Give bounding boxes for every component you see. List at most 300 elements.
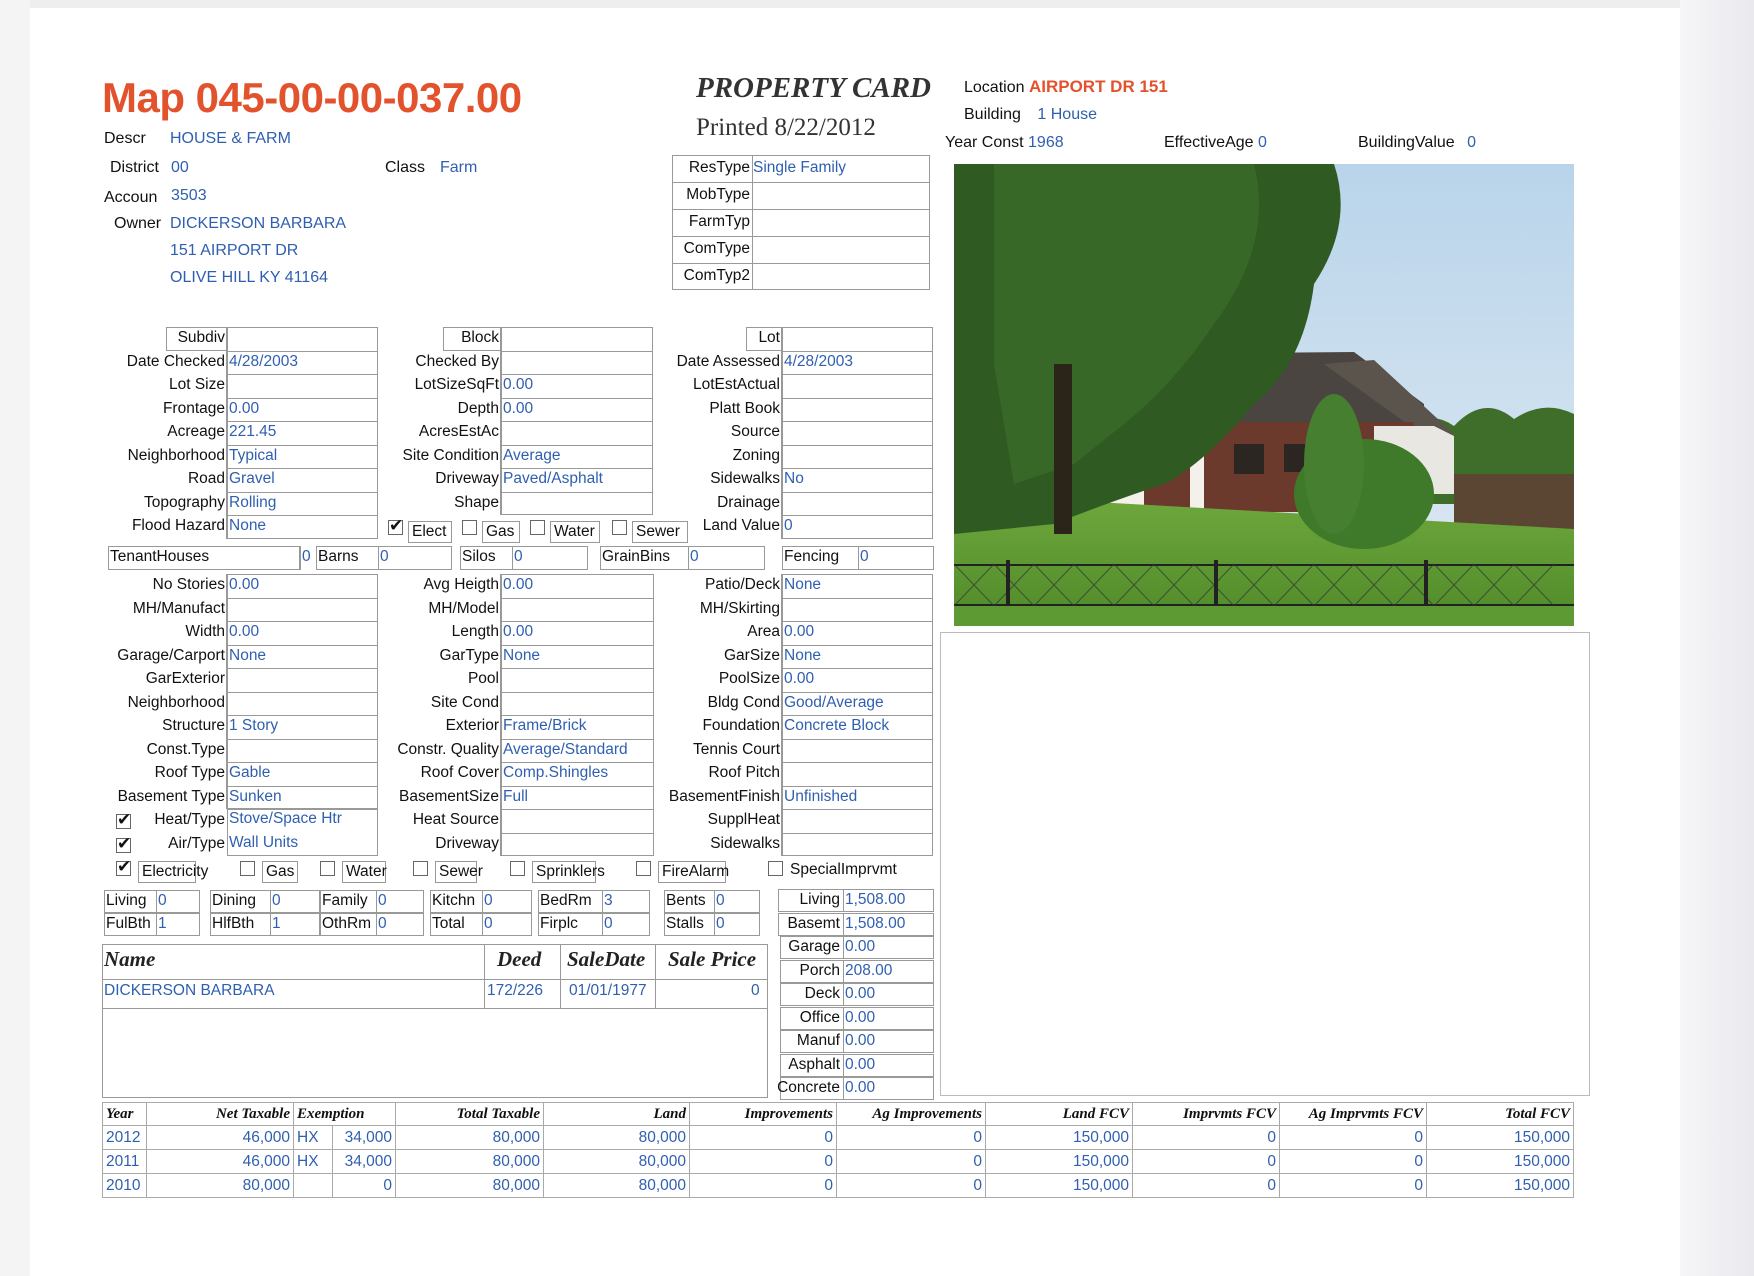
tax-cell-totalfcv: 150,000 <box>1427 1126 1574 1150</box>
room-divider <box>482 890 483 913</box>
owner-address-1: 151 AIRPORT DR <box>170 242 299 259</box>
bldg3-label-area: Area <box>747 623 780 640</box>
land3-label-rule <box>781 374 782 398</box>
scan-top-edge <box>0 0 1754 8</box>
room-divider <box>602 913 603 936</box>
bldg1-label-rule <box>226 786 227 810</box>
bldg1-label-neighborhood: Neighborhood <box>127 693 225 711</box>
tax-cell-year: 2012 <box>103 1126 147 1150</box>
bldg1-label-rule <box>226 739 227 763</box>
accoun-label: Accoun <box>104 189 158 206</box>
room-divider <box>482 913 483 936</box>
farm-divider <box>858 546 859 570</box>
land1-label-flood-hazard: Flood Hazard <box>131 517 225 534</box>
land2-label-lotsizesqft: LotSizeSqFt <box>414 376 499 393</box>
district-value: 00 <box>171 159 189 176</box>
area-value-basemt: 1,508.00 <box>845 914 906 932</box>
tax-col-year: Year <box>103 1103 147 1126</box>
tax-cell-exempt: 0 <box>333 1174 396 1198</box>
bldg3-label-mh-skirting: MH/Skirting <box>699 599 780 617</box>
district-label: District <box>110 159 159 176</box>
land1-label-lot-size: Lot Size <box>168 376 225 393</box>
land3-rule <box>782 445 933 446</box>
land3-label-sidewalks: Sidewalks <box>710 470 780 487</box>
scan-left-edge <box>0 0 30 1276</box>
bldg1-value-basement-type: Sunken <box>229 787 282 805</box>
building-row <box>964 106 1097 124</box>
land1-label-rule <box>226 398 227 422</box>
land1-label-rule <box>226 468 227 492</box>
building-value-amount: 0 <box>1467 134 1477 151</box>
room-label-kitchn: Kitchn <box>432 892 476 909</box>
land3-label-rule <box>781 445 782 469</box>
bldg3-label-rule <box>781 692 782 716</box>
util1-label-gas: Gas <box>482 521 520 543</box>
room-label-firplc: Firplc <box>540 915 578 932</box>
bldg1-checkbox-heat-type[interactable] <box>116 814 131 829</box>
area-value-manuf: 0.00 <box>845 1032 876 1049</box>
area-value-living: 1,508.00 <box>845 891 906 908</box>
land2-value-lotsizesqft: 0.00 <box>503 376 534 393</box>
util2-label-sprinklers: Sprinklers <box>532 861 596 883</box>
tax-col-ag-improvements: Ag Improvements <box>837 1103 986 1126</box>
bldg1-value-heat-type: Stove/Space Htr <box>229 810 342 827</box>
tax-row <box>103 1174 1574 1198</box>
bldg1-label-rule <box>226 645 227 669</box>
room-value-fulbth: 1 <box>158 915 167 932</box>
farm-divider <box>300 546 301 570</box>
sales-row-rule <box>102 1008 768 1009</box>
bldg1-value-garage-carport: None <box>229 646 267 664</box>
util2-label-water: Water <box>342 861 386 883</box>
bldg1-label-rule <box>226 574 227 598</box>
bldg2-label-mh-model: MH/Model <box>428 599 499 617</box>
bldg1-value-no-stories: 0.00 <box>229 576 260 593</box>
farm-divider <box>378 546 379 570</box>
land2-label-rule <box>500 421 501 445</box>
printed-date: Printed 8/22/2012 <box>696 114 876 141</box>
room-label-fulbth: FulBth <box>106 915 151 932</box>
farm-divider <box>688 546 689 570</box>
bldg3-label-garsize: GarSize <box>724 646 780 664</box>
bldg2-label-rule <box>500 668 501 692</box>
util2-label-electricity: Electricity <box>138 861 196 883</box>
class-value: Farm <box>440 159 478 176</box>
land1-value-date-checked: 4/28/2003 <box>229 352 298 370</box>
bldg3-label-rule <box>781 574 782 598</box>
bldg2-rule <box>501 692 654 693</box>
tax-col-exemption: Exemption <box>294 1103 396 1126</box>
tax-cell-landfcv: 150,000 <box>986 1126 1133 1150</box>
land1-label-acreage: Acreage <box>167 423 225 440</box>
bldg2-label-rule <box>500 574 501 598</box>
bldg3-value-garsize: None <box>784 646 822 664</box>
land1-rule <box>227 374 378 375</box>
bldg2-label-rule <box>500 809 501 833</box>
land3-label-rule <box>781 351 782 375</box>
bldg3-label-rule <box>781 833 782 857</box>
bldg2-label-avg-heigth: Avg Heigth <box>423 576 499 593</box>
land2-label-rule <box>500 351 501 375</box>
land2-label-rule <box>500 374 501 398</box>
area-label-manuf: Manuf <box>796 1032 840 1049</box>
bldg2-label-rule <box>500 715 501 739</box>
land3-rule <box>782 398 933 399</box>
util2-label-sewer: Sewer <box>435 861 477 883</box>
area-divider <box>843 983 844 1006</box>
tax-cell-agfcv: 0 <box>1280 1126 1427 1150</box>
map-number-title: Map 045-00-00-037.00 <box>102 74 522 121</box>
land2-value-depth: 0.00 <box>503 399 534 417</box>
land3-label-date-assessed: Date Assessed <box>676 352 780 370</box>
bldg3-value-patio-deck: None <box>784 576 822 593</box>
tax-cell-imprfcv: 0 <box>1133 1174 1280 1198</box>
area-label-asphalt: Asphalt <box>788 1055 840 1073</box>
area-divider <box>843 1054 844 1077</box>
farm-value-fencing: 0 <box>860 548 869 565</box>
bldg2-value-roof-cover: Comp.Shingles <box>503 764 609 781</box>
bldg2-rule <box>501 598 654 599</box>
land1-label-subdiv: Subdiv <box>177 329 225 346</box>
bldg2-label-gartype: GarType <box>439 646 499 664</box>
util2-checkbox-gas[interactable] <box>240 861 255 876</box>
room-label-bents: Bents <box>666 892 706 909</box>
land1-value-neighborhood: Typical <box>229 446 278 464</box>
bldg1-label-structure: Structure <box>162 717 225 734</box>
tax-cell-land: 80,000 <box>544 1150 690 1174</box>
land2-label-rule <box>500 468 501 492</box>
bldg3-label-basementfinish: BasementFinish <box>668 787 780 805</box>
bldg2-value-gartype: None <box>503 646 541 664</box>
tax-col-improvements: Improvements <box>690 1103 837 1126</box>
bldg2-label-pool: Pool <box>467 670 499 687</box>
land2-label-rule <box>500 492 501 516</box>
tax-row <box>103 1150 1574 1174</box>
room-value-bents: 0 <box>716 892 725 909</box>
bldg3-value-poolsize: 0.00 <box>784 670 815 687</box>
effective-age-value: 0 <box>1258 134 1267 151</box>
bldg2-value-length: 0.00 <box>503 623 534 640</box>
restype-value-restype: Single Family <box>753 159 847 176</box>
tax-cell-total: 80,000 <box>396 1150 544 1174</box>
area-value-deck: 0.00 <box>845 985 876 1002</box>
bldg3-label-poolsize: PoolSize <box>718 670 780 687</box>
room-value-family: 0 <box>378 892 387 909</box>
util1-checkbox-water[interactable] <box>530 520 545 535</box>
room-label-living: Living <box>106 892 147 909</box>
land2-label-rule <box>500 398 501 422</box>
bldg1-checked-box <box>227 809 378 856</box>
land1-label-frontage: Frontage <box>162 399 225 417</box>
land2-label-block: Block <box>461 329 499 346</box>
util1-checkbox-gas[interactable] <box>462 520 477 535</box>
tax-cell-agimpr: 0 <box>837 1126 986 1150</box>
bldg1-label-roof-type: Roof Type <box>154 764 225 781</box>
area-label-office: Office <box>799 1008 840 1026</box>
bldg2-label-basementsize: BasementSize <box>399 787 499 805</box>
accoun-value: 3503 <box>171 187 207 204</box>
tax-cell-total: 80,000 <box>396 1126 544 1150</box>
land2-rule <box>501 421 653 422</box>
room-divider <box>270 913 271 936</box>
util2-checkbox-sprinklers[interactable] <box>510 861 525 876</box>
bldg2-rule <box>501 668 654 669</box>
land3-label-rule <box>781 327 782 351</box>
bldg1-label-basement-type: Basement Type <box>117 787 225 805</box>
sales-deed-header: Deed <box>497 947 542 971</box>
room-value-othrm: 0 <box>378 915 387 932</box>
land3-value-land-value: 0 <box>784 517 793 534</box>
tax-cell-agfcv: 0 <box>1280 1174 1427 1198</box>
room-value-hlfbth: 1 <box>272 915 281 932</box>
sales-divider-3 <box>655 944 656 1008</box>
land3-label-lot: Lot <box>758 329 780 346</box>
bldg2-label-rule <box>500 739 501 763</box>
bldg1-rule <box>227 739 378 740</box>
year-const-label: Year Const <box>945 134 1024 151</box>
area-label-porch: Porch <box>799 961 840 979</box>
area-divider <box>843 913 844 936</box>
area-label-concrete: Concrete <box>777 1079 840 1096</box>
tax-cell-year: 2010 <box>103 1174 147 1198</box>
land2-label-checked-by: Checked By <box>415 352 499 370</box>
bldg2-label-rule <box>500 786 501 810</box>
bldg2-value-constr-quality: Average/Standard <box>503 740 628 758</box>
restype-label-mobtype: MobType <box>686 186 750 203</box>
area-label-garage: Garage <box>788 938 840 955</box>
bldg3-label-rule <box>781 739 782 763</box>
land3-label-rule <box>781 492 782 516</box>
bldg1-rule <box>227 692 378 693</box>
land1-label-rule <box>226 421 227 445</box>
bldg3-rule <box>782 598 933 599</box>
room-divider <box>156 913 157 936</box>
land1-label-rule <box>226 492 227 516</box>
restype-rule <box>672 263 930 264</box>
land3-label-rule <box>781 515 782 539</box>
bldg2-label-rule <box>500 762 501 786</box>
land1-label-rule <box>226 351 227 375</box>
tax-cell-imprfcv: 0 <box>1133 1150 1280 1174</box>
util2-checkbox-firealarm[interactable] <box>636 861 651 876</box>
room-divider <box>602 890 603 913</box>
room-value-kitchn: 0 <box>484 892 493 909</box>
bldg3-value-foundation: Concrete Block <box>784 717 890 734</box>
bldg3-label-rule <box>781 645 782 669</box>
land2-rule <box>501 351 653 352</box>
building-label: Building <box>964 106 1021 123</box>
bldg3-label-rule <box>781 786 782 810</box>
land3-rule <box>782 374 933 375</box>
land1-value-acreage: 221.45 <box>229 423 277 440</box>
sketch-area <box>940 632 1590 1096</box>
util2-checkbox-sewer[interactable] <box>413 861 428 876</box>
bldg3-label-roof-pitch: Roof Pitch <box>708 764 780 781</box>
land1-label-date-checked: Date Checked <box>126 352 225 370</box>
room-value-bedrm: 3 <box>604 892 613 909</box>
land1-value-road: Gravel <box>229 470 275 487</box>
bldg1-label-mh-manufact: MH/Manufact <box>132 599 225 617</box>
farm-value-grainbins: 0 <box>690 548 699 565</box>
area-divider <box>843 1007 844 1030</box>
util1-label-elect: Elect <box>408 521 452 543</box>
bldg1-label-garexterior: GarExterior <box>145 670 225 687</box>
tax-cell-impr: 0 <box>690 1174 837 1198</box>
tax-cell-totalfcv: 150,000 <box>1427 1150 1574 1174</box>
util1-checkbox-elect[interactable] <box>388 520 403 535</box>
area-value-porch: 208.00 <box>845 961 893 979</box>
restype-label-comtyp2: ComTyp2 <box>683 267 750 284</box>
tax-cell-impr: 0 <box>690 1150 837 1174</box>
bldg2-label-driveway: Driveway <box>435 834 499 852</box>
land3-label-drainage: Drainage <box>717 493 780 511</box>
farm-label-barns: Barns <box>318 548 359 565</box>
room-value-total: 0 <box>484 915 493 932</box>
bldg3-label-rule <box>781 809 782 833</box>
sales-row-price: 0 <box>751 982 760 999</box>
bldg3-label-bldg-cond: Bldg Cond <box>707 693 780 711</box>
owner-name: DICKERSON BARBARA <box>170 215 347 232</box>
tax-col-ag-imprvmts-fcv: Ag Imprvmts FCV <box>1280 1103 1427 1126</box>
restype-label-farmtyp: FarmTyp <box>688 213 750 230</box>
restype-rule <box>672 236 930 237</box>
house-photo-image <box>954 164 1574 626</box>
bldg1-checkbox-air-type[interactable] <box>116 838 131 853</box>
tax-cell-agimpr: 0 <box>837 1150 986 1174</box>
tax-cell-net: 46,000 <box>147 1150 294 1174</box>
land2-value-driveway: Paved/Asphalt <box>503 470 603 487</box>
tax-cell-exempt: 34,000 <box>333 1150 396 1174</box>
bldg2-value-exterior: Frame/Brick <box>503 717 587 734</box>
util2-checkbox-water[interactable] <box>320 861 335 876</box>
room-divider <box>270 890 271 913</box>
building-value-row <box>1358 134 1476 152</box>
land2-label-shape: Shape <box>454 493 499 511</box>
bldg2-label-constr-quality: Constr. Quality <box>397 740 499 758</box>
bldg3-label-rule <box>781 621 782 645</box>
bldg1-label-heat-type: Heat/Type <box>154 811 225 828</box>
location-value: AIRPORT DR 151 <box>1028 77 1168 96</box>
land2-value-site-condition: Average <box>503 446 561 464</box>
bldg3-label-foundation: Foundation <box>702 717 780 734</box>
area-divider <box>843 1077 844 1100</box>
bldg1-value-roof-type: Gable <box>229 764 271 781</box>
util2-label-firealarm: FireAlarm <box>658 861 726 883</box>
farm-value-silos: 0 <box>514 548 523 565</box>
util2-checkbox-electricity[interactable] <box>116 861 131 876</box>
location-label: Location <box>964 79 1025 96</box>
farm-value-barns: 0 <box>380 548 389 565</box>
util1-label-sewer: Sewer <box>632 521 688 543</box>
farm-label-tenanthouses: TenantHouses <box>110 548 210 565</box>
area-label-basemt: Basemt <box>787 914 840 932</box>
farm-label-grainbins: GrainBins <box>602 548 671 565</box>
area-divider <box>843 1030 844 1053</box>
area-label-deck: Deck <box>804 985 840 1002</box>
land1-label-neighborhood: Neighborhood <box>127 446 225 464</box>
land3-rule <box>782 492 933 493</box>
tax-col-total-fcv: Total FCV <box>1427 1103 1574 1126</box>
bldg2-label-rule <box>500 621 501 645</box>
house-photo <box>954 164 1574 626</box>
descr-label: Descr <box>104 130 146 147</box>
bldg1-value-width: 0.00 <box>229 623 260 640</box>
bldg3-value-basementfinish: Unfinished <box>784 787 858 805</box>
land3-label-lotestactual: LotEstActual <box>692 376 780 393</box>
room-label-stalls: Stalls <box>666 915 704 932</box>
tax-cell-imprfcv: 0 <box>1133 1126 1280 1150</box>
land2-label-driveway: Driveway <box>435 470 499 487</box>
tax-col-net-taxable: Net Taxable <box>147 1103 294 1126</box>
scan-right-edge <box>1680 0 1754 1276</box>
property-card-title: PROPERTY CARD <box>696 72 931 104</box>
bldg1-label-rule <box>226 598 227 622</box>
bldg3-value-area: 0.00 <box>784 623 815 640</box>
area-label-living: Living <box>799 891 840 908</box>
sales-divider-1 <box>484 944 485 1008</box>
bldg1-value-structure: 1 Story <box>229 717 279 734</box>
bldg2-label-rule <box>500 598 501 622</box>
sales-row-date: 01/01/1977 <box>569 982 647 999</box>
land2-label-rule <box>500 445 501 469</box>
bldg2-label-rule <box>500 645 501 669</box>
land2-rule <box>501 492 653 493</box>
util2-checkbox-specialimprvmt[interactable] <box>768 861 783 876</box>
restype-rule <box>672 209 930 210</box>
area-value-garage: 0.00 <box>845 938 876 955</box>
bldg3-label-sidewalks: Sidewalks <box>710 834 780 852</box>
land1-label-rule <box>226 445 227 469</box>
tax-cell-landfcv: 150,000 <box>986 1150 1133 1174</box>
tax-cell-total: 80,000 <box>396 1174 544 1198</box>
land1-value-topography: Rolling <box>229 493 277 511</box>
land3-label-land-value: Land Value <box>702 517 780 534</box>
util2-label-gas: Gas <box>262 861 298 883</box>
land-subdiv-label-box <box>166 327 227 351</box>
land1-value-frontage: 0.00 <box>229 399 260 417</box>
tax-cell-net: 46,000 <box>147 1126 294 1150</box>
descr-value: HOUSE & FARM <box>170 130 291 147</box>
land3-label-platt-book: Platt Book <box>709 399 780 417</box>
room-divider <box>714 890 715 913</box>
land2-label-rule <box>500 327 501 351</box>
effective-age-label: EffectiveAge <box>1164 134 1254 151</box>
bldg3-label-rule <box>781 762 782 786</box>
bldg1-rule <box>227 598 378 599</box>
room-divider <box>376 890 377 913</box>
bldg1-label-rule <box>226 762 227 786</box>
bldg1-label-rule <box>226 668 227 692</box>
tax-cell-agfcv: 0 <box>1280 1150 1427 1174</box>
tax-cell-excode: HX <box>294 1150 333 1174</box>
room-value-firplc: 0 <box>604 915 613 932</box>
util1-checkbox-sewer[interactable] <box>612 520 627 535</box>
building-value-label: BuildingValue <box>1358 134 1455 151</box>
bldg1-rule <box>227 668 378 669</box>
area-value-concrete: 0.00 <box>845 1079 876 1096</box>
land3-label-rule <box>781 468 782 492</box>
tax-cell-excode: HX <box>294 1126 333 1150</box>
sales-row-deed: 172/226 <box>487 982 544 999</box>
land3-label-source: Source <box>730 423 780 440</box>
room-divider <box>156 890 157 913</box>
land1-label-topography: Topography <box>143 493 225 511</box>
util2-label-specialimprvmt: SpecialImprvmt <box>790 861 897 878</box>
tax-col-land-fcv: Land FCV <box>986 1103 1133 1126</box>
restype-divider <box>752 155 753 290</box>
room-label-dining: Dining <box>212 892 256 909</box>
bldg3-label-patio-deck: Patio/Deck <box>705 576 780 593</box>
